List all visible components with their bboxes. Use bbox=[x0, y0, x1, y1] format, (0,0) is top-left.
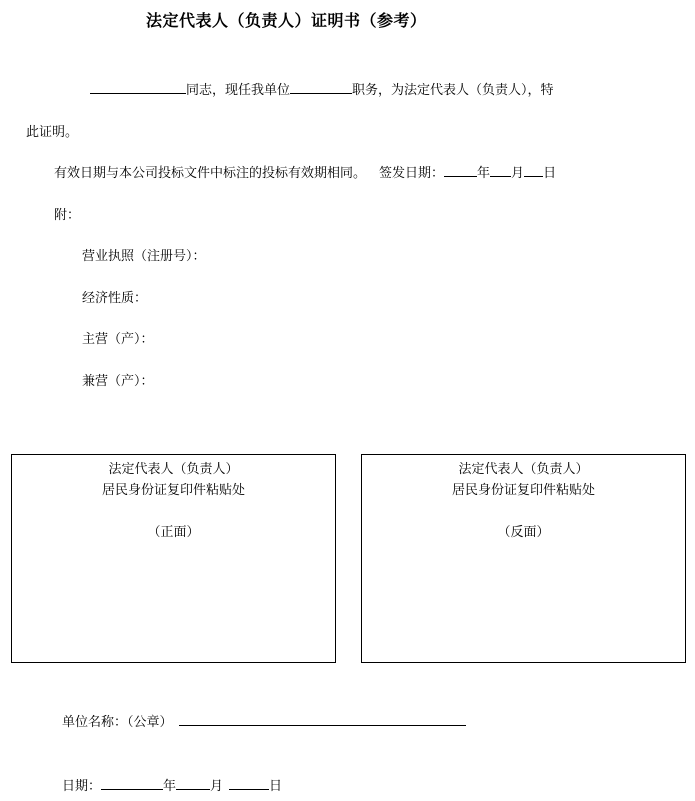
unit-name-label: 单位名称：（公章） bbox=[62, 715, 173, 730]
id-back-paste-box bbox=[361, 454, 686, 663]
attachment-item-license: 营业执照（注册号）： bbox=[82, 249, 206, 264]
footer-day-blank[interactable] bbox=[229, 776, 269, 790]
id-back-line1: 法定代表人（负责人） bbox=[458, 462, 589, 477]
footer-date-label: 日期： bbox=[62, 779, 102, 794]
name-blank[interactable] bbox=[90, 80, 186, 94]
statement-zhiwu: 职务，为法定代表人（负责人），特 bbox=[352, 83, 554, 98]
unit-name-line bbox=[62, 711, 466, 730]
footer-month-blank[interactable] bbox=[176, 776, 210, 790]
statement-line bbox=[90, 79, 554, 98]
issue-year-blank[interactable] bbox=[444, 163, 477, 177]
footer-month-label: 月 bbox=[210, 779, 224, 794]
issue-month-label: 月 bbox=[511, 166, 525, 181]
document-title: 法定代表人（负责人）证明书（参考） bbox=[146, 11, 427, 30]
statement-line-2: 此证明。 bbox=[26, 125, 79, 140]
position-blank[interactable] bbox=[290, 80, 352, 94]
id-front-line2: 居民身份证复印件粘贴处 bbox=[101, 483, 245, 498]
footer-year-label: 年 bbox=[163, 779, 177, 794]
attachment-item-nature: 经济性质： bbox=[82, 291, 148, 306]
attachment-item-main-business: 主营（产）： bbox=[82, 332, 154, 347]
footer-date-line bbox=[62, 775, 282, 794]
id-back-side-label: （反面） bbox=[497, 525, 550, 540]
attachments-label: 附： bbox=[54, 208, 81, 223]
issue-date-label: 签发日期： bbox=[379, 166, 445, 181]
issue-month-blank[interactable] bbox=[490, 163, 511, 177]
issue-day-blank[interactable] bbox=[524, 163, 543, 177]
statement-tongzhi: 同志，现任我单位 bbox=[186, 83, 291, 98]
unit-name-blank[interactable] bbox=[179, 712, 466, 726]
attachment-item-side-business: 兼营（产）： bbox=[82, 374, 154, 389]
issue-day-label: 日 bbox=[543, 166, 557, 181]
id-back-line2: 居民身份证复印件粘贴处 bbox=[451, 483, 595, 498]
id-front-line1: 法定代表人（负责人） bbox=[108, 462, 239, 477]
validity-line bbox=[54, 162, 556, 181]
issue-year-label: 年 bbox=[477, 166, 491, 181]
validity-text: 有效日期与本公司投标文件中标注的投标有效期相同。 bbox=[54, 166, 367, 181]
footer-day-label: 日 bbox=[269, 779, 283, 794]
id-front-paste-box bbox=[11, 454, 336, 663]
id-front-side-label: （正面） bbox=[147, 525, 200, 540]
footer-year-blank[interactable] bbox=[101, 776, 163, 790]
